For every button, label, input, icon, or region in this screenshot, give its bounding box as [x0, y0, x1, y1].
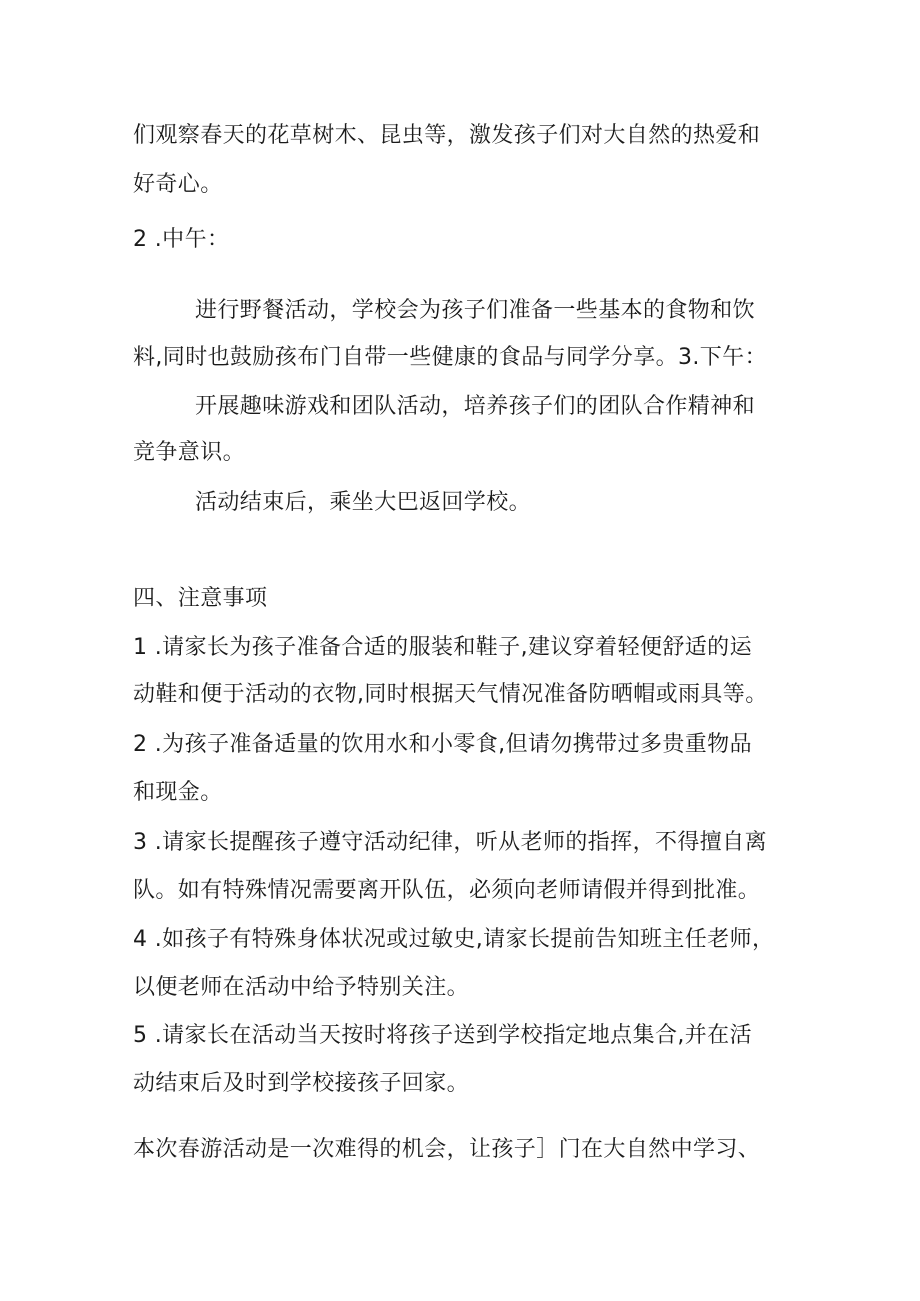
paragraph-line: 本次春游活动是一次难得的机会，让孩子］门在大自然中学习、 [133, 1137, 761, 1162]
paragraph-line: 们观察春天的花草树木、昆虫等，激发孩子们对大自然的热爱和 [133, 123, 761, 148]
paragraph-line: 料,同时也鼓励孩布门自带一些健康的食品与同学分享。3.下午： [133, 345, 767, 370]
paragraph-line: 活动结束后，乘坐大巴返回学校。 [195, 490, 532, 515]
list-item: 3 .请家长提醒孩子遵守活动纪律，听从老师的指挥，不得擅自离 [133, 830, 767, 855]
paragraph-line: 竞争意识。 [133, 440, 246, 465]
list-item-continuation: 和现金。 [133, 780, 223, 805]
paragraph-line: 好奇心。 [133, 172, 223, 197]
paragraph-line: 进行野餐活动，学校会为孩子们准备一些基本的食物和饮 [195, 298, 756, 323]
section-item-noon: 2 .中午： [133, 227, 230, 252]
list-item: 4 .如孩子有特殊身体状况或过敏史,请家长提前告知班主任老师， [133, 927, 775, 952]
list-item-continuation: 队。如有特殊情况需要离开队伍，必须向老师请假并得到批准。 [133, 878, 761, 903]
list-item: 5 .请家长在活动当天按时将孩子送到学校指定地点集合,并在活 [133, 1023, 752, 1048]
paragraph-line: 开展趣味游戏和团队活动，培养孩子们的团队合作精神和 [195, 394, 756, 419]
list-item-continuation: 动鞋和便于活动的衣物,同时根据天气情况准备防晒帽或雨具等。 [133, 682, 768, 707]
list-item-continuation: 以便老师在活动中给予特别关注。 [133, 975, 470, 1000]
list-item: 1 .请家长为孩子准备合适的服装和鞋子,建议穿着轻便舒适的运 [133, 635, 752, 660]
list-item-continuation: 动结束后及时到学校接孩子回家。 [133, 1071, 470, 1096]
list-item: 2 .为孩子准备适量的饮用水和小零食,但请勿携带过多贵重物品 [133, 732, 752, 757]
section-heading: 四、注意事项 [133, 586, 268, 611]
